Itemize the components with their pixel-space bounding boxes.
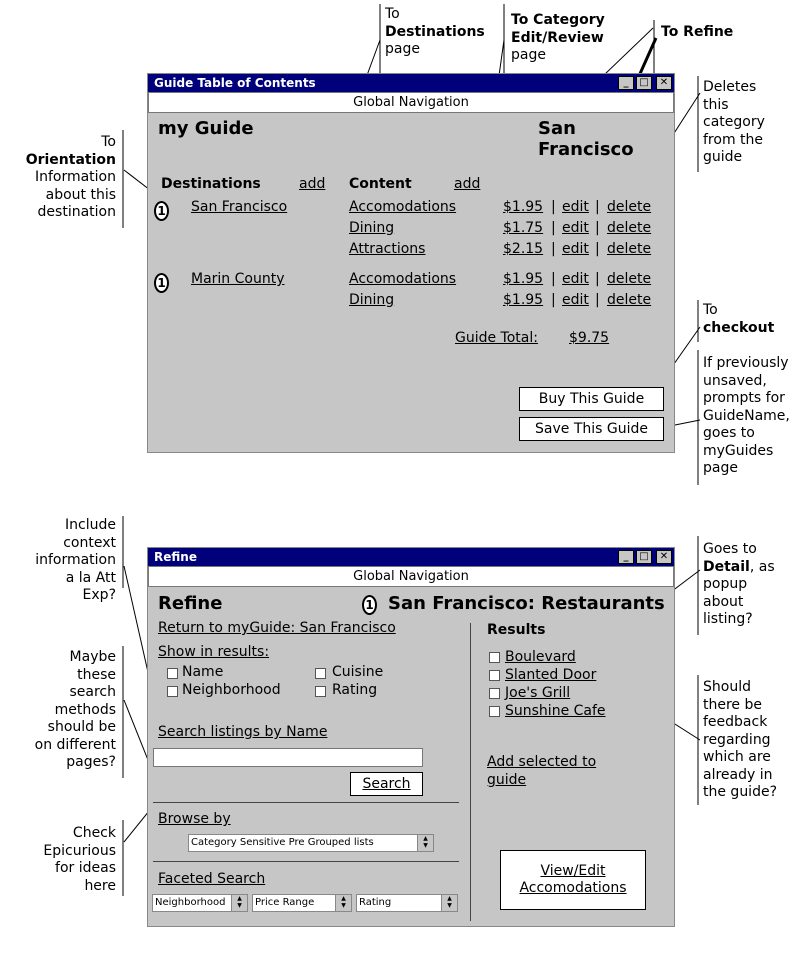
return-link[interactable]: Return to myGuide: San Francisco <box>158 620 396 636</box>
page-title: my Guide <box>158 118 254 139</box>
refine-titlebar <box>148 548 674 566</box>
annotation-text: If previously <box>703 355 789 371</box>
content-link[interactable]: Dining <box>349 292 395 308</box>
delete-link[interactable]: delete <box>607 199 652 215</box>
annotation-text: checkout <box>703 319 775 336</box>
refine-subtitle: San Francisco: Restaurants <box>388 593 665 614</box>
separator: | <box>595 220 600 236</box>
close-icon[interactable]: ✕ <box>656 76 672 90</box>
minimize-icon[interactable]: _ <box>618 76 634 90</box>
annotation-text: goes to <box>703 425 755 441</box>
annotation-text: Should <box>703 679 751 695</box>
browse-by-select-value: Category Sensitive Pre Grouped lists <box>191 837 374 848</box>
divider <box>153 802 459 803</box>
annotation-text: page <box>385 41 420 57</box>
annotation-text: category <box>703 114 765 130</box>
page-title: Refine <box>158 593 223 614</box>
result-checkbox[interactable] <box>489 652 500 663</box>
result-link[interactable]: Slanted Door <box>505 667 597 683</box>
result-link[interactable]: Joe's Grill <box>505 685 571 701</box>
annotation-deletes <box>703 79 765 167</box>
annotation-check-epicurious <box>6 825 116 895</box>
edit-link[interactable]: edit <box>562 271 589 287</box>
annotation-text: should be <box>47 719 116 735</box>
price-range-facet-select[interactable] <box>252 894 352 912</box>
annotation-to-destinations <box>385 6 485 59</box>
annotation-goes-detail <box>703 541 775 629</box>
guide-total-label: Guide Total: <box>455 330 538 346</box>
annotation-text: on different <box>34 736 116 753</box>
separator: | <box>551 199 556 215</box>
annotation-text: about this <box>45 186 116 203</box>
refine-window <box>147 547 675 927</box>
view-edit-line2: Accomodations <box>519 880 627 896</box>
search-by-name-label: Search listings by Name <box>158 724 328 740</box>
add-selected-line1: Add selected to <box>487 754 597 770</box>
spinner-arrows-icon[interactable]: ▲ ▼ <box>441 895 457 911</box>
annotation-text: To <box>101 134 116 150</box>
restore-icon[interactable]: □ <box>636 550 652 564</box>
buy-guide-button[interactable]: Buy This Guide <box>519 387 664 411</box>
annotation-text: Orientation <box>25 151 116 168</box>
rating-checkbox[interactable] <box>315 686 326 697</box>
annotation-text: page <box>511 47 546 63</box>
annotation-to-orientation <box>6 134 116 222</box>
destination-link-marin-county[interactable]: Marin County <box>191 271 285 287</box>
delete-link[interactable]: delete <box>607 220 652 236</box>
add-destination-link[interactable]: add <box>299 176 326 192</box>
neighborhood-checkbox-label: Neighborhood <box>182 682 281 698</box>
edit-link[interactable]: edit <box>562 199 589 215</box>
result-checkbox[interactable] <box>489 688 500 699</box>
result-checkbox[interactable] <box>489 670 500 681</box>
price-value: $2.15 <box>503 241 544 257</box>
delete-link[interactable]: delete <box>607 292 652 308</box>
annotation-text: , as <box>749 558 775 575</box>
annotation-text: myGuides <box>703 442 774 459</box>
spinner-arrows-icon[interactable]: ▲ ▼ <box>335 895 351 911</box>
result-link[interactable]: Sunshine Cafe <box>505 703 606 719</box>
delete-link[interactable]: delete <box>607 241 652 257</box>
annotation-text: popup <box>703 576 748 592</box>
annotation-text: page <box>703 460 738 476</box>
spinner-arrows-icon[interactable]: ▲ ▼ <box>417 835 433 851</box>
price-value: $1.95 <box>503 292 544 308</box>
neighborhood-facet-select[interactable] <box>152 894 248 912</box>
annotation-text: GuideName, <box>703 407 790 424</box>
annotation-text: Maybe <box>69 649 116 665</box>
toc-titlebar <box>148 74 674 92</box>
annotation-text: prompts for <box>703 390 785 406</box>
annotation-text: a la Att <box>65 569 116 586</box>
results-header: Results <box>487 622 546 638</box>
annotation-text: Deletes <box>703 79 757 95</box>
destination-number-icon[interactable]: 1 <box>154 273 169 293</box>
add-content-link[interactable]: add <box>454 176 481 192</box>
destination-number-icon[interactable]: 1 <box>362 595 377 615</box>
divider <box>153 861 459 862</box>
toc-window-title: Guide Table of Contents <box>154 76 316 90</box>
separator: | <box>551 271 556 287</box>
name-checkbox-label: Name <box>182 664 224 680</box>
separator: | <box>595 292 600 308</box>
annotation-maybe-search <box>6 649 116 772</box>
annotation-text: about <box>703 593 744 610</box>
annotation-to-refine: To Refine <box>661 24 734 40</box>
result-link[interactable]: Boulevard <box>505 649 576 665</box>
global-navigation[interactable]: Global Navigation <box>148 92 674 113</box>
spinner-arrows-icon[interactable]: ▲ ▼ <box>231 895 247 911</box>
annotation-text: To <box>385 6 400 22</box>
annotation-text: Destinations <box>385 23 485 40</box>
annotation-text: Exp? <box>82 587 116 603</box>
annotation-to-checkout <box>703 302 774 337</box>
annotation-text: pages? <box>66 754 116 770</box>
annotation-text: destination <box>37 204 116 220</box>
neighborhood-facet-value: Neighborhood <box>155 897 226 908</box>
destination-number-icon[interactable]: 1 <box>154 201 169 221</box>
guide-city-title: San Francisco <box>538 118 634 160</box>
annotation-to-category <box>511 12 605 65</box>
minimize-icon[interactable]: _ <box>618 550 634 564</box>
search-button[interactable]: Search <box>350 772 423 796</box>
annotation-text: unsaved, <box>703 372 767 389</box>
global-navigation[interactable]: Global Navigation <box>148 566 674 587</box>
delete-link[interactable]: delete <box>607 271 652 287</box>
annotation-text: from the <box>703 131 764 148</box>
browse-by-label: Browse by <box>158 811 231 827</box>
neighborhood-checkbox[interactable] <box>167 686 178 697</box>
price-value: $1.95 <box>503 271 544 287</box>
annotation-text: guide <box>703 149 743 165</box>
content-link[interactable]: Accomodations <box>349 271 457 287</box>
edit-link[interactable]: edit <box>562 292 589 308</box>
annotation-text: Include <box>65 517 116 533</box>
annotation-save-note <box>703 355 790 478</box>
annotation-text: context <box>63 534 116 551</box>
annotation-text: search <box>69 684 116 700</box>
faceted-search-label: Faceted Search <box>158 871 266 887</box>
edit-link[interactable]: edit <box>562 241 589 257</box>
price-value: $1.75 <box>503 220 544 236</box>
annotation-feedback <box>703 679 777 802</box>
separator: | <box>595 271 600 287</box>
annotation-text: Epicurious <box>43 842 116 859</box>
annotation-text: the guide? <box>703 784 778 800</box>
annotation-text: feedback <box>703 714 768 730</box>
annotation-text: which are <box>703 749 771 765</box>
separator: | <box>595 241 600 257</box>
annotation-text: information <box>35 552 116 568</box>
annotation-text: To <box>703 302 718 318</box>
result-checkbox[interactable] <box>489 706 500 717</box>
content-link[interactable]: Accomodations <box>349 199 457 215</box>
price-range-facet-value: Price Range <box>255 897 315 908</box>
content-link[interactable]: Dining <box>349 220 395 236</box>
separator: | <box>551 220 556 236</box>
destinations-header: Destinations <box>161 176 261 192</box>
add-selected-link[interactable] <box>487 753 596 789</box>
view-edit-line1: View/Edit <box>540 863 606 879</box>
search-input[interactable] <box>153 748 423 767</box>
column-divider <box>470 623 471 921</box>
annotation-text: Check <box>72 825 116 841</box>
destination-link-san-francisco[interactable]: San Francisco <box>191 199 288 215</box>
annotation-text: To Category <box>511 12 605 28</box>
cuisine-checkbox[interactable] <box>315 668 326 679</box>
annotation-text: this <box>703 96 729 113</box>
annotation-text: Goes to <box>703 541 757 557</box>
separator: | <box>551 241 556 257</box>
add-selected-line2: guide <box>487 772 527 788</box>
annotation-text: these <box>77 666 116 683</box>
annotation-text: listing? <box>703 611 753 627</box>
restore-icon[interactable]: □ <box>636 76 652 90</box>
separator: | <box>551 292 556 308</box>
annotation-include-context <box>6 517 116 605</box>
annotation-text: regarding <box>703 731 771 748</box>
annotation-text: for ideas <box>55 860 116 876</box>
rating-checkbox-label: Rating <box>332 682 378 698</box>
separator: | <box>595 199 600 215</box>
view-edit-button[interactable] <box>500 850 646 910</box>
toc-window <box>147 73 675 453</box>
close-icon[interactable]: ✕ <box>656 550 672 564</box>
annotation-text: Detail <box>703 558 750 575</box>
guide-total-value: $9.75 <box>569 330 610 346</box>
annotation-text: there be <box>703 696 762 713</box>
cuisine-checkbox-label: Cuisine <box>332 664 384 680</box>
edit-link[interactable]: edit <box>562 220 589 236</box>
rating-facet-value: Rating <box>359 897 392 908</box>
annotation-text: Information <box>34 169 116 185</box>
annotation-text: here <box>84 877 116 894</box>
content-link[interactable]: Attractions <box>349 241 426 257</box>
content-header: Content <box>349 176 412 192</box>
refine-window-title: Refine <box>154 550 197 564</box>
annotation-text: Edit/Review <box>511 29 604 46</box>
annotation-text: already in <box>703 766 773 783</box>
browse-by-select[interactable] <box>188 834 434 852</box>
save-guide-button[interactable]: Save This Guide <box>519 417 664 441</box>
price-value: $1.95 <box>503 199 544 215</box>
name-checkbox[interactable] <box>167 668 178 679</box>
show-in-results-label: Show in results: <box>158 644 270 660</box>
rating-facet-select[interactable] <box>356 894 458 912</box>
annotation-text: methods <box>54 701 116 718</box>
